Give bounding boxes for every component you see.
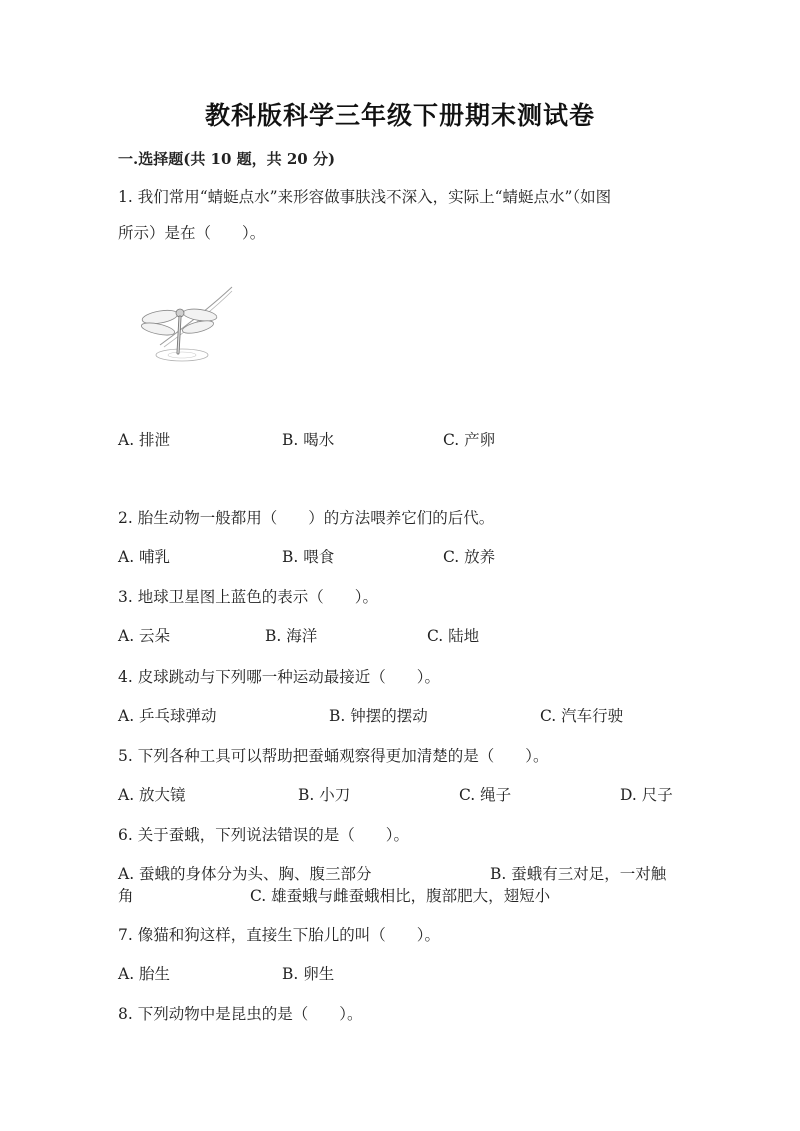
question-3: 3. 地球卫星图上蓝色的表示（ ）。 [118,588,378,606]
q2-option-b: B. 喂食 [282,548,335,566]
q4-option-b: B. 钟摆的摆动 [329,707,428,725]
q4-option-c: C. 汽车行驶 [540,707,624,725]
q7-option-b: B. 卵生 [282,965,335,983]
q6-option-b-continued: 角 [118,887,134,905]
question-8: 8. 下列动物中是昆虫的是（ ）。 [118,1005,363,1023]
q3-option-a: A. 云朵 [118,627,171,645]
q5-option-c: C. 绳子 [459,786,512,804]
q6-option-a: A. 蚕蛾的身体分为头、胸、腹三部分 [118,865,372,883]
question-2: 2. 胎生动物一般都用（ ）的方法喂养它们的后代。 [118,509,495,527]
q1-option-c: C. 产卵 [443,431,496,449]
q4-option-a: A. 乒乓球弹动 [118,707,217,725]
q1-option-a: A. 排泄 [118,431,171,449]
q5-option-b: B. 小刀 [298,786,351,804]
q5-option-a: A. 放大镜 [118,786,186,804]
q3-option-c: C. 陆地 [427,627,480,645]
q2-option-c: C. 放养 [443,548,496,566]
question-7: 7. 像猫和狗这样，直接生下胎儿的叫（ ）。 [118,926,440,944]
question-6: 6. 关于蚕蛾，下列说法错误的是（ ）。 [118,826,409,844]
question-1-line-1: 1. 我们常用“蜻蜓点水”来形容做事肤浅不深入，实际上“蜻蜓点水”（如图 [118,188,612,206]
dragonfly-icon [120,283,234,369]
q3-option-b: B. 海洋 [265,627,318,645]
question-5: 5. 下列各种工具可以帮助把蚕蛹观察得更加清楚的是（ ）。 [118,747,549,765]
q6-option-c: C. 雄蚕蛾与雌蚕蛾相比，腹部肥大，翅短小 [250,887,551,905]
q7-option-a: A. 胎生 [118,965,171,983]
page-title: 教科版科学三年级下册期末测试卷 [204,101,595,130]
q1-option-b: B. 喝水 [282,431,335,449]
question-1-line-2: 所示）是在（ ）。 [118,224,266,242]
q6-option-b: B. 蚕蛾有三对足，一对触 [490,865,667,883]
question-4: 4. 皮球跳动与下列哪一种运动最接近（ ）。 [118,668,440,686]
q2-option-a: A. 哺乳 [118,548,171,566]
q5-option-d: D. 尺子 [620,786,673,804]
section-heading: 一.选择题(共 10 题，共 20 分) [118,150,336,168]
